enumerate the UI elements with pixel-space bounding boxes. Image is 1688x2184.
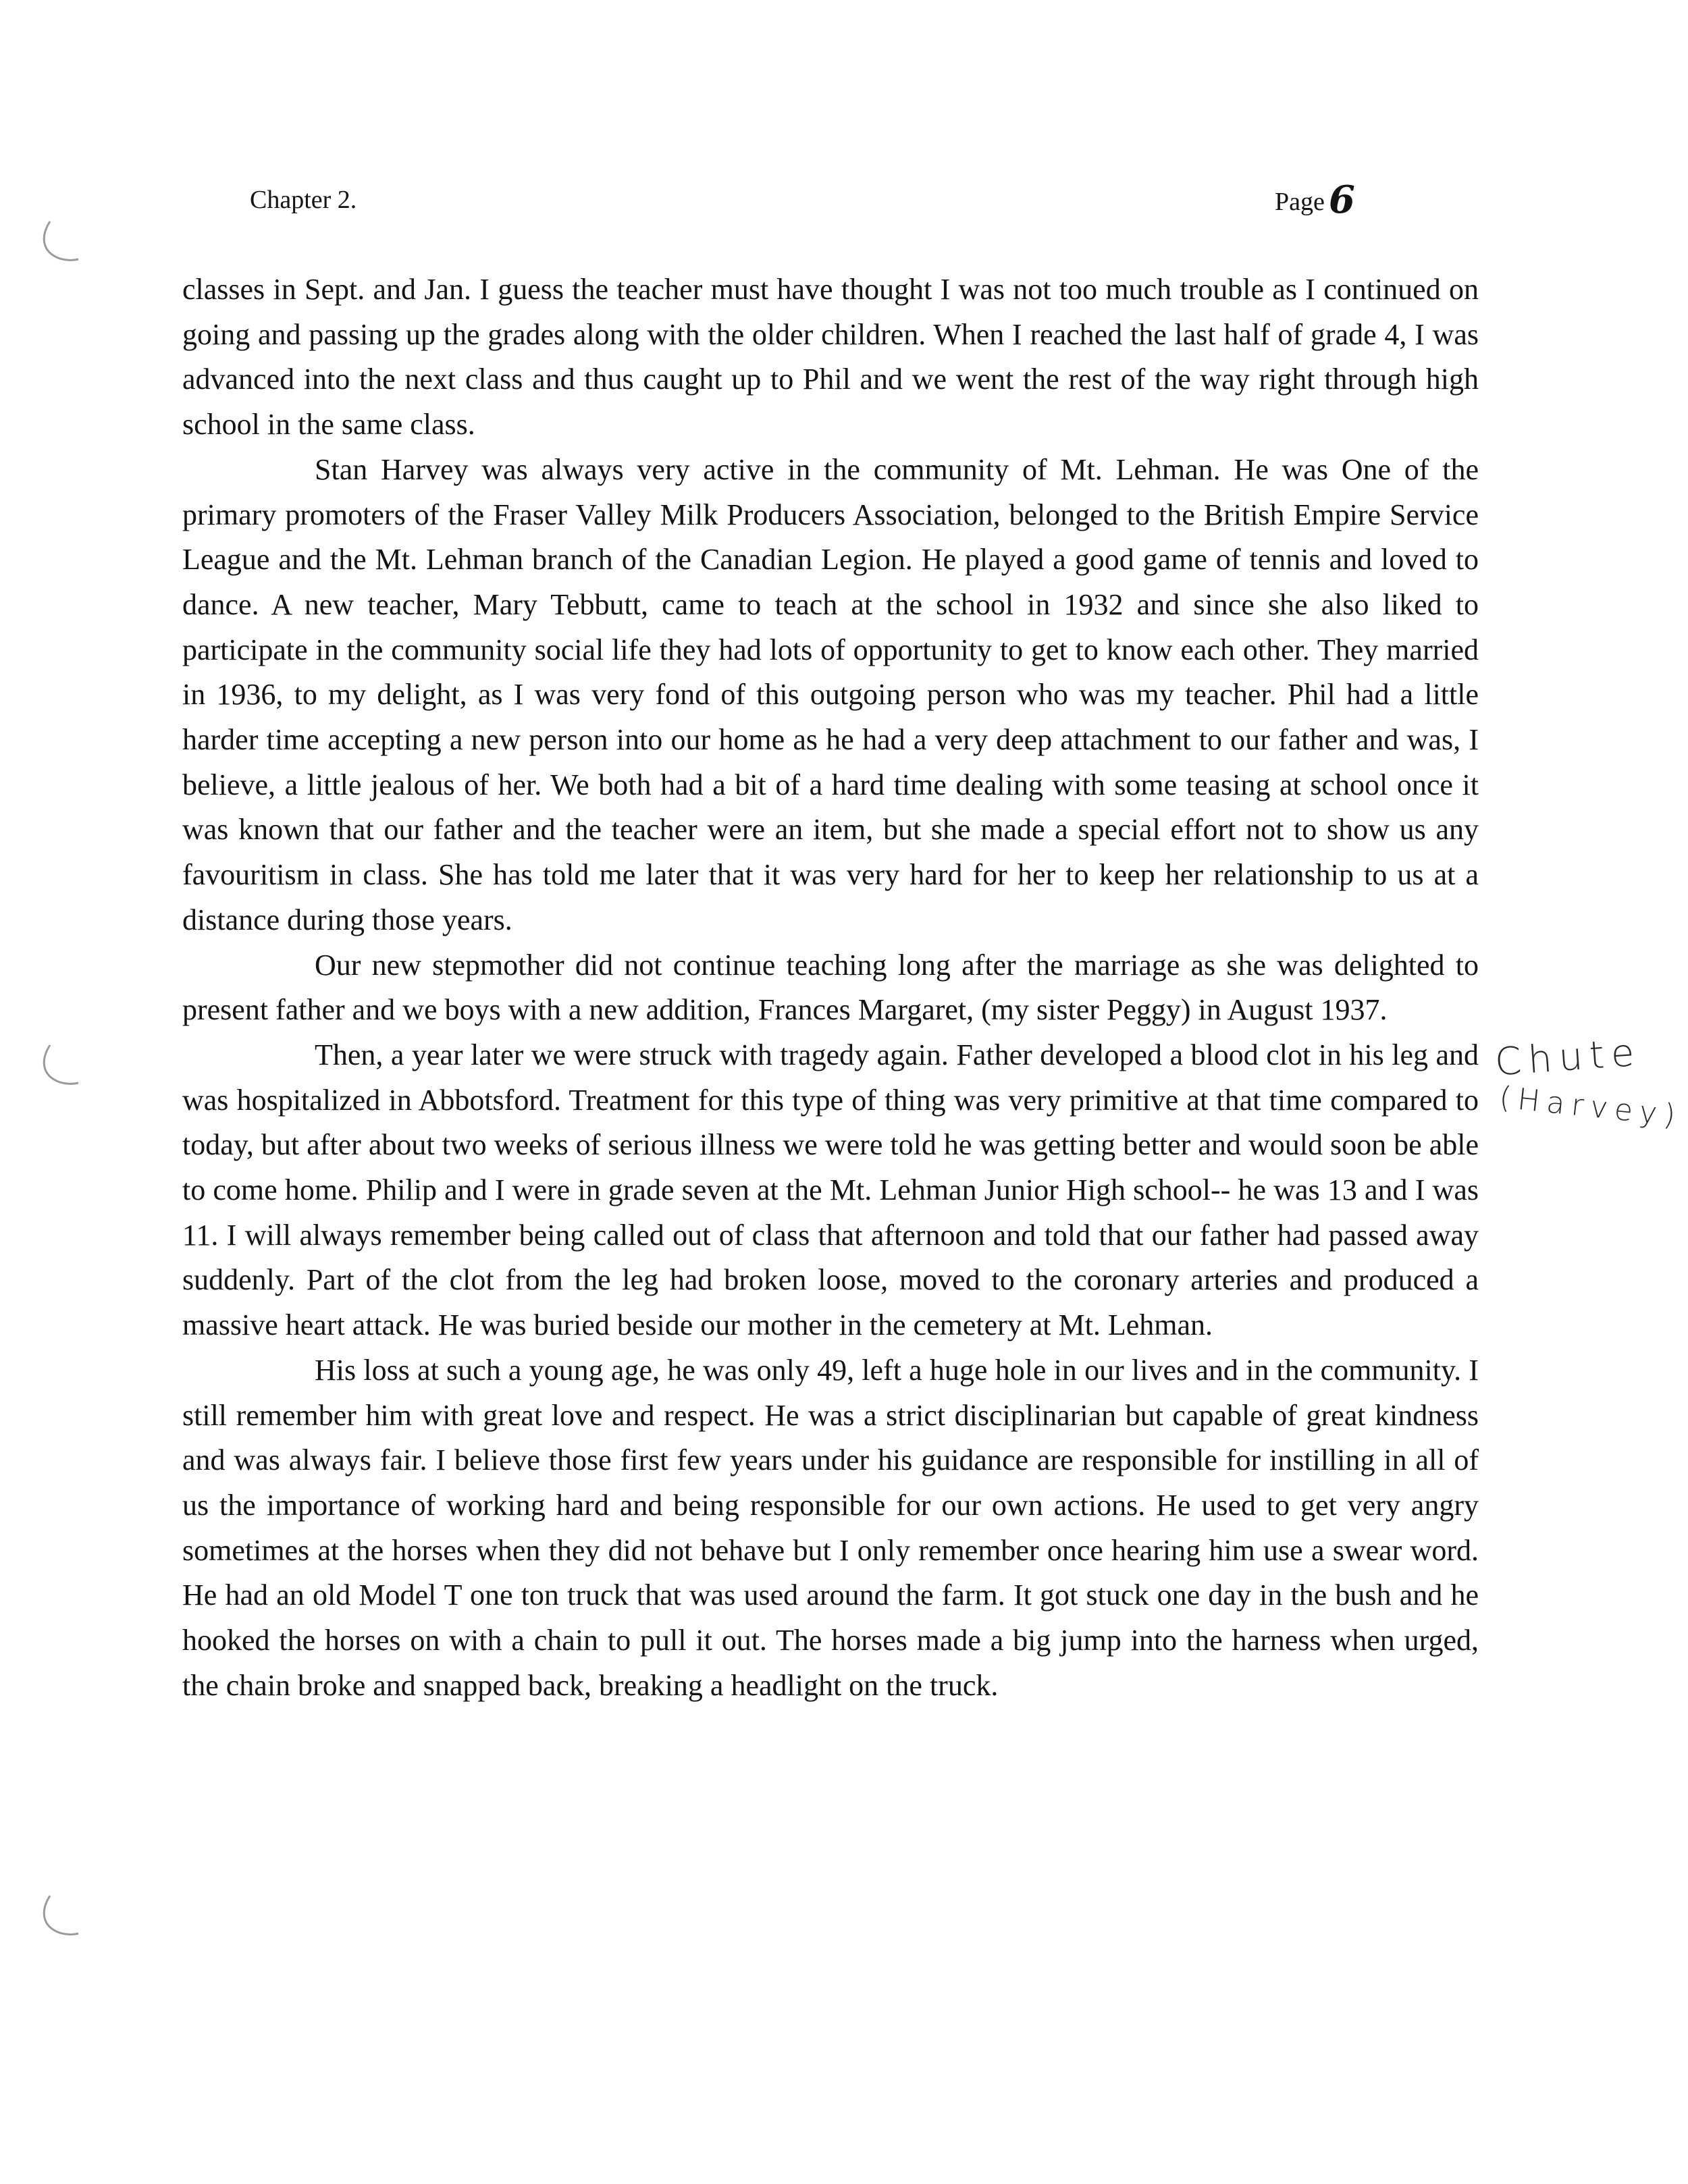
paragraph: His loss at such a young age, he was only 49, left a huge hole in our lives and in the community. I still remember him with great love and respect. He was a strict disciplinarian but capable of great kindness and was always fair. I believe those first few years under his guidance are responsible for instilling in all of us the importance of working hard and being responsible for our own actions. He used to get very angry sometimes at the horses when they did not behave but I only remember once hearing him use a swear word. He had an old Model T one ton truck that was used around the farm. It got stuck one day in the bush and he hooked the horses on with a chain to pull it out. The horses made a big jump into the harness when urged, the chain broke and snapped back, breaking a headlight on the truck. [182,1353,1479,1702]
page-header [1275,180,1355,222]
margin-note-chute: Chute [1493,1030,1643,1085]
page-label: Page [1275,188,1325,216]
paragraph: Our new stepmother did not continue teaching long after the marriage as she was delighted to present father and we boys with a new addition, Frances Margaret, (my sister Peggy) in August 1937. [182,948,1479,1027]
page-number: 6 [1328,178,1355,222]
paragraph: Stan Harvey was always very active in the community of Mt. Lehman. He was One of the primary promoters of the Fraser Valley Milk Producers Association, belonged to the British Empire Service League and the Mt. Lehman branch of the Canadian Legion. He played a good game of tennis and loved to dance. A new teacher, Mary Tebbutt, came to teach at the school in 1932 and since she also liked to participate in the community social life they had lots of opportunity to get to know each other. They married in 1936, to my delight, as I was very fond of this outgoing person who was my teacher. Phil had a little harder time accepting a new person into our home as he had a very deep attachment to our father and was, I believe, a little jealous of her. We both had a bit of a hard time dealing with some teasing at school once it was known that our father and the teacher were an item, but she made a special effort not to show us any favouritism in class. She has told me later that it was very hard for her to keep her relationship to us at a distance during those years. [182,452,1479,936]
body-text [182,267,1479,1709]
punch-hole-mark-middle [35,1040,89,1094]
paragraph: Then, a year later we were struck with tragedy again. Father developed a blood clot in his leg and was hospitalized in Abbotsford. Treatment for this type of thing was very primitive at that time compared to today, but after about two weeks of serious illness we were told he was getting better and would soon be able to come home. Philip and I were in grade seven at the Mt. Lehman Junior High school-- he was 13 and I was 11. I will always remember being called out of class that afternoon and told that our father had passed away suddenly. Part of the clot from the leg had broken loose, moved to the coronary arteries and produced a massive heart attack. He was buried beside our mother in the cemetery at Mt. Lehman. [182,1038,1479,1342]
punch-hole-mark-top [35,216,89,270]
punch-hole-mark-bottom [35,1890,89,1944]
paragraph: classes in Sept. and Jan. I guess the teacher must have thought I was not too much trouble as I continued on going and passing up the grades along with the older children. When I reached the last half of grade 4, I was advanced into the next class and thus caught up to Phil and we went the rest of the way right through high school in the same class. [182,273,1479,442]
chapter-heading: Chapter 2. [250,186,357,214]
margin-note-harvey: (Harvey) [1498,1080,1684,1134]
